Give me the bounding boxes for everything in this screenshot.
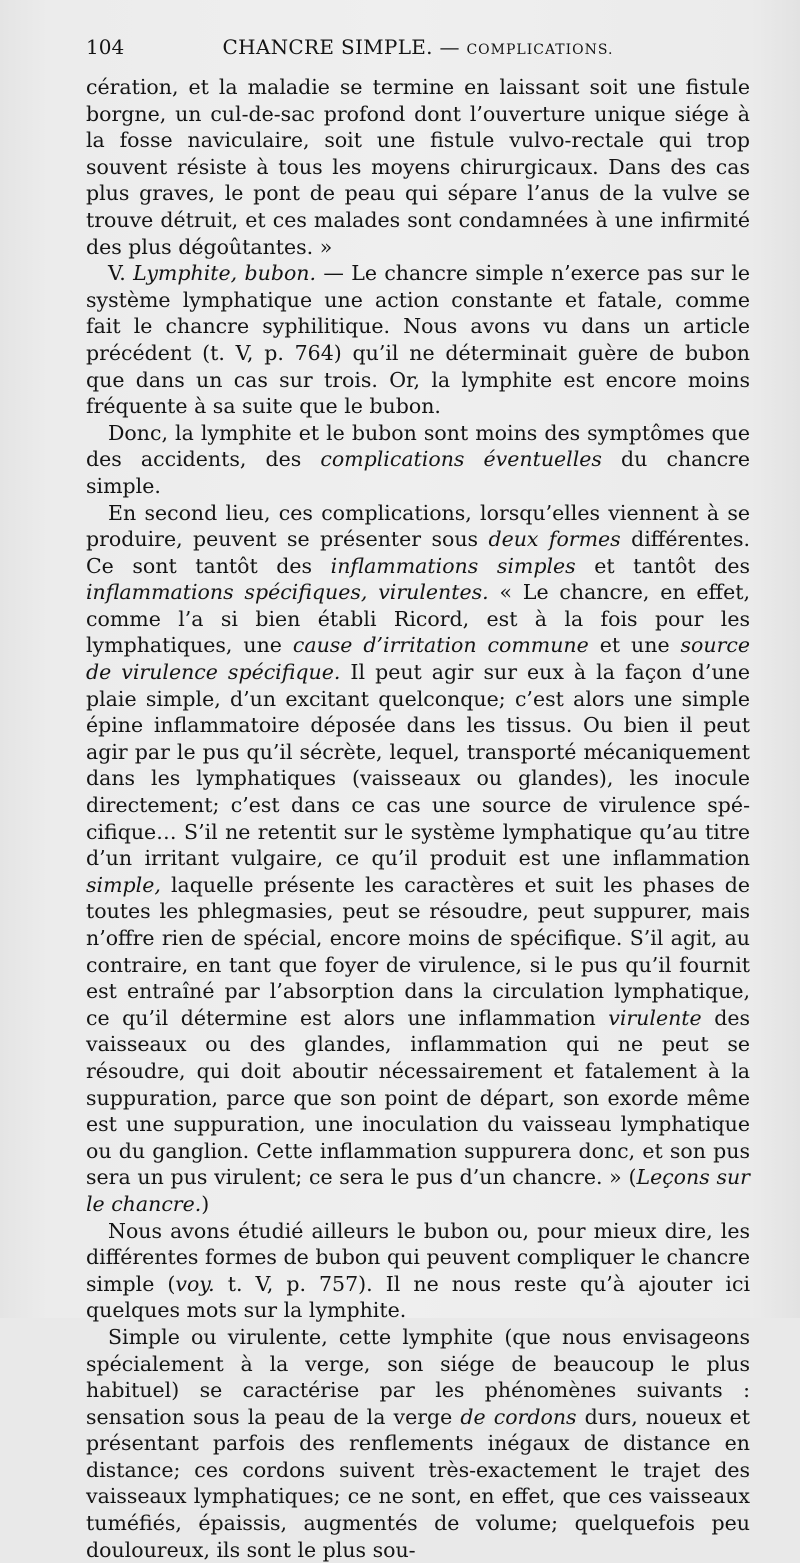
italic-text: deux formes <box>488 527 621 552</box>
text-run: laquelle présente les caractères et suit les phases de toutes les phlegmasies, peut se résoudre, peut suppurer, mais n’offre rien de spécial, encore moins de spécifique. S’il agit, au contraire, en tant que foyer de virulence, si le pus qu’il fournit est entraîné par l’absorption dans la circulation lymphatique, ce qu’il détermine est alors une inflammation <box>86 872 750 1030</box>
text-run: durs, noueux et présentant parfois des renflements inégaux de distance en distance; ces cordons suivent très-exactement le trajet des vaisseaux lymphatiques; ce ne sont, en effet, que ces vaisseaux tuméfiés, épaissis, augmentés de volume; quelquefois peu douloureux, ils sont le plus sou- <box>86 1404 750 1562</box>
text-run: cération, et la maladie se termine en laissant soit une fistule borgne, un cul-de-sac profond dont l’ouverture unique siége à la fosse naviculaire, soit une fistule vulvo-rectale qui trop souvent résiste à tous les moyens chirurgicaux. Dans des cas plus graves, le pont de peau qui sépare l’anus de la vulve se trouve détruit, et ces malades sont condamnées à une infirmité des plus dégoûtantes. » <box>86 75 750 259</box>
text-run: des vaisseaux ou des glandes, inflammation qui ne peut se résoudre, qui doit aboutir nécessairement et fatalement à la suppuration, parce que son point de départ, son exorde même est une suppuration, une inoculation du vaisseau lymphatique ou du ganglion. Cette inflammation suppurera donc, et son pus sera un pus virulent; ce sera le pus d’un chancre. » ( <box>86 1005 750 1190</box>
text-run: En second lieu, ces complications, lorsqu’elles viennent à se produire, peuvent se présenter sous <box>86 500 750 552</box>
text-run: ) <box>201 1191 210 1216</box>
italic-text: simple, <box>86 872 161 897</box>
running-title <box>86 32 750 65</box>
paragraph <box>86 1324 750 1563</box>
text-run: différentes. Ce sont tantôt des <box>86 527 751 578</box>
italic-text: virulente <box>608 1005 702 1030</box>
italic-text: cause d’irritation commune <box>292 633 589 658</box>
italic-text: inflammations spécifiques, virulentes. <box>86 580 489 605</box>
italic-text: Lymphite, bubon. <box>133 261 317 286</box>
text-run: du chancre simple. <box>86 447 750 498</box>
text-run: Nous avons étudié ailleurs le bubon ou, pour mieux dire, les différentes formes de bubon qui peuvent compliquer le chancre simple ( <box>86 1218 750 1296</box>
page-number: 104 <box>86 35 125 59</box>
text-run: — Le chancre simple n’exerce pas sur le système lymphatique une action constante et fatale, comme fait le chancre syphilitique. Nous avons vu dans un article précédent (t. V, p. 764) qu’il ne déterminait guère de bubon que dans un cas sur trois. Or, la lymphite est encore moins fréquente à sa suite que le bubon. <box>86 261 750 419</box>
italic-text: inflammations simples <box>330 553 576 578</box>
italic-text: source de virulence spécifique. <box>86 633 751 685</box>
running-title-subtitle: COMPLICATIONS. <box>466 42 614 58</box>
text-run: et tantôt des <box>575 553 750 578</box>
body-text <box>86 74 750 1563</box>
paragraph <box>86 1218 750 1324</box>
paragraph <box>86 500 750 1218</box>
text-run: V. <box>108 261 134 286</box>
paragraph <box>86 420 750 500</box>
italic-text: voy. <box>175 1271 215 1296</box>
text-run: Donc, la lymphite et le bubon sont moins des symptômes que des accidents, des <box>86 420 750 472</box>
paragraph <box>86 74 750 260</box>
text-run: t. V, p. 757). Il ne nous reste qu’à ajouter ici quelques mots sur la lymphite. <box>86 1271 750 1323</box>
text-run: Il peut agir sur eux à la façon d’une plaie simple, d’un excitant quelconque; c’est alors une simple épine inflammatoire déposée dans les tissus. Ou bien il peut agir par le pus qu’il sécrète, lequel, transporté mécaniquement dans les lymphatiques (vaisseaux ou glandes), les inocule directement; c’est dans ce cas une source de virulence spécifique… S’il ne retentit sur le système lymphatique qu’au titre d’un irritant vulgaire, ce qu’il produit est une inflammation <box>86 660 750 871</box>
text-run: Simple ou virulente, cette lymphite (que nous envisageons spécialement à la verge, son siége de beaucoup le plus habituel) se caractérise par les phénomènes suivants : sensation sous la peau de la verge <box>86 1324 750 1429</box>
text-run: et une <box>588 633 681 658</box>
text-run: « Le chancre, en effet, comme l’a si bien établi Ricord, est à la fois pour les lymphatiques, une <box>86 580 750 658</box>
italic-text: Leçons sur le chancre. <box>86 1165 750 1216</box>
running-title-main: CHANCRE SIMPLE. — <box>222 35 460 59</box>
paragraph <box>86 260 750 420</box>
italic-text: de cordons <box>460 1404 577 1429</box>
italic-text: complications éventuelles <box>320 447 602 472</box>
running-header <box>86 32 750 66</box>
